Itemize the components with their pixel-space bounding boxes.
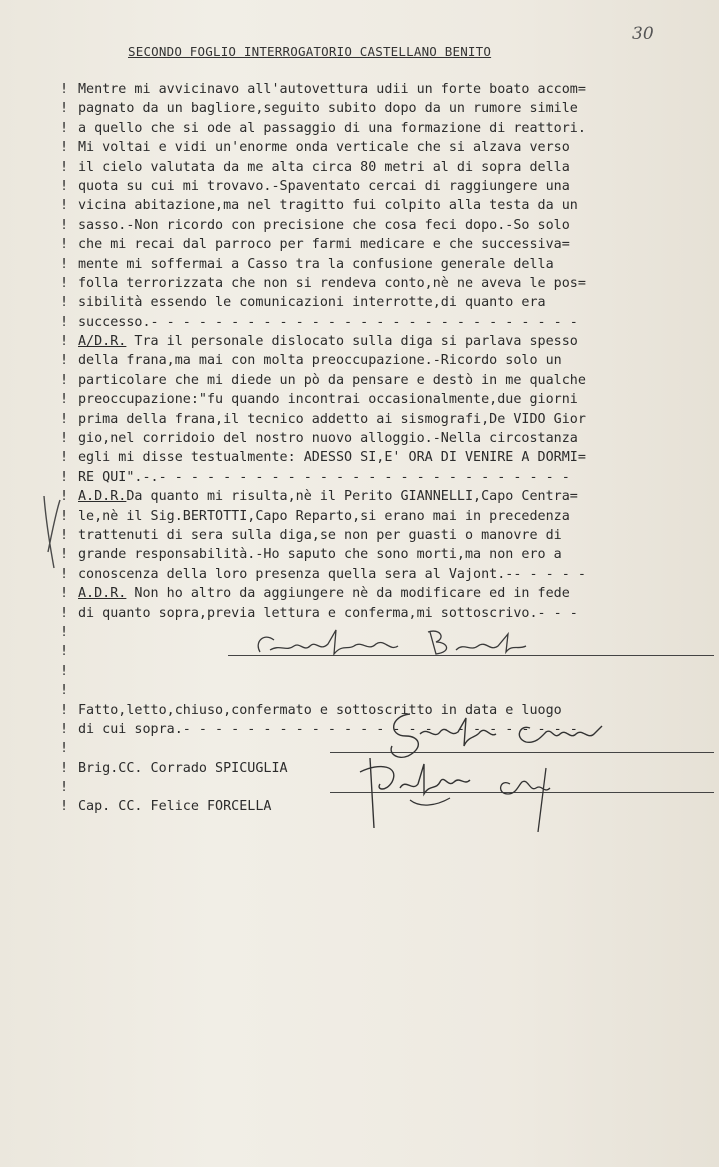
- text-line: [60, 448, 719, 467]
- question-marker: A/D.R.: [78, 334, 127, 350]
- margin-mark: !: [60, 120, 69, 136]
- text-line: [60, 138, 719, 157]
- line-text: vicina abitazione,ma nel tragitto fui colpito alla testa da un: [78, 198, 578, 214]
- question-marker: A.D.R.: [78, 489, 127, 505]
- margin-mark: !: [60, 663, 69, 679]
- margin-pencil-mark: [38, 492, 64, 572]
- text-line: [60, 332, 719, 351]
- margin-mark: !: [60, 159, 69, 175]
- text-line: [60, 681, 719, 700]
- text-line: [60, 565, 719, 584]
- text-line: [60, 487, 719, 506]
- margin-mark: !: [60, 101, 69, 117]
- text-line: [60, 216, 719, 235]
- margin-mark: !: [60, 82, 69, 97]
- margin-mark: !: [60, 198, 69, 214]
- margin-mark: !: [60, 392, 69, 408]
- line-text: a quello che si ode al passaggio di una formazione di reattori.: [78, 120, 586, 136]
- margin-mark: !: [60, 644, 69, 660]
- line-text: Tra il personale dislocato sulla diga si parlava spesso: [126, 334, 578, 350]
- line-text: Brig.CC. Corrado SPICUGLIA: [78, 760, 288, 776]
- text-line: [60, 235, 719, 254]
- line-text: RE QUI".-.- - - - - - - - - - - - - - - - - - - - - - - - - -: [78, 469, 570, 485]
- text-line: [60, 196, 719, 215]
- line-text: folla terrorizzata che non si rendeva conto,nè ne aveva le pos=: [78, 275, 586, 291]
- line-text: Da quanto mi risulta,nè il Perito GIANNELLI,Capo Centra=: [126, 489, 578, 505]
- line-text: Non ho altro da aggiungere nè da modificare ed in fede: [126, 586, 570, 602]
- text-line: [60, 313, 719, 332]
- margin-mark: !: [60, 527, 69, 543]
- margin-mark: !: [60, 489, 69, 505]
- text-line: [60, 177, 719, 196]
- margin-mark: !: [60, 760, 69, 776]
- text-line: [60, 351, 719, 370]
- page-number: 30: [632, 24, 654, 44]
- text-line: [60, 158, 719, 177]
- line-text: sasso.-Non ricordo con precisione che cosa feci dopo.-So solo: [78, 217, 570, 233]
- line-text: particolare che mi diede un pò da pensare e destò in me qualche: [78, 372, 586, 388]
- margin-mark: !: [60, 605, 69, 621]
- line-text: gio,nel corridoio del nostro nuovo alloggio.-Nella circostanza: [78, 431, 578, 447]
- line-text: grande responsabilità.-Ho saputo che sono morti,ma non ero a: [78, 547, 562, 563]
- margin-mark: !: [60, 140, 69, 156]
- document-title: SECONDO FOGLIO INTERROGATORIO CASTELLANO BENITO: [128, 44, 492, 59]
- line-text: le,nè il Sig.BERTOTTI,Capo Reparto,si erano mai in precedenza: [78, 508, 570, 524]
- text-line: [60, 429, 719, 448]
- margin-mark: !: [60, 624, 69, 640]
- text-line: [60, 526, 719, 545]
- text-line: [60, 604, 719, 623]
- question-marker: A.D.R.: [78, 586, 127, 602]
- line-text: pagnato da un bagliore,seguito subito dopo da un rumore simile: [78, 101, 578, 117]
- text-line: [60, 584, 719, 603]
- margin-mark: !: [60, 237, 69, 253]
- text-line: [60, 99, 719, 118]
- margin-mark: !: [60, 721, 69, 737]
- line-text: conoscenza della loro presenza quella sera al Vajont.-- - - - -: [78, 566, 586, 582]
- text-line: [60, 255, 719, 274]
- margin-mark: !: [60, 508, 69, 524]
- line-text: di quanto sopra,previa lettura e conferma,mi sottoscrivo.- - -: [78, 605, 578, 621]
- line-text: prima della frana,il tecnico addetto ai sismografi,De VIDO Gior: [78, 411, 586, 427]
- margin-mark: !: [60, 275, 69, 291]
- margin-mark: !: [60, 586, 69, 602]
- line-text: che mi recai dal parroco per farmi medicare e che successiva=: [78, 237, 570, 253]
- margin-mark: !: [60, 334, 69, 350]
- line-text: quota su cui mi trovavo.-Spaventato cercai di raggiungere una: [78, 178, 570, 194]
- margin-mark: !: [60, 314, 69, 330]
- line-text: Cap. CC. Felice FORCELLA: [78, 799, 272, 815]
- line-text: sibilità essendo le comunicazioni interrotte,di quanto era: [78, 295, 546, 311]
- margin-mark: !: [60, 431, 69, 447]
- line-text: il cielo valutata da me alta circa 80 metri al di sopra della: [78, 159, 570, 175]
- margin-mark: !: [60, 566, 69, 582]
- margin-mark: !: [60, 411, 69, 427]
- text-line: [60, 390, 719, 409]
- text-line: [60, 468, 719, 487]
- line-text: mente mi soffermai a Casso tra la confusione generale della: [78, 256, 554, 272]
- margin-mark: !: [60, 217, 69, 233]
- margin-mark: !: [60, 702, 69, 718]
- text-line: [60, 119, 719, 138]
- line-text: successo.- - - - - - - - - - - - - - - - - - - - - - - - - - -: [78, 314, 578, 330]
- margin-mark: !: [60, 353, 69, 369]
- margin-mark: !: [60, 799, 69, 815]
- margin-mark: !: [60, 372, 69, 388]
- text-line: [60, 293, 719, 312]
- text-line: [60, 274, 719, 293]
- margin-mark: !: [60, 469, 69, 485]
- margin-mark: !: [60, 780, 69, 796]
- capitano-signature: [340, 748, 600, 832]
- text-line: [60, 507, 719, 526]
- line-text: trattenuti di sera sulla diga,se non per guasti o manovre di: [78, 527, 562, 543]
- line-text: Fatto,letto,chiuso,confermato e sottoscritto in data e luogo: [78, 702, 562, 718]
- margin-mark: !: [60, 683, 69, 699]
- line-text: egli mi disse testualmente: ADESSO SI,E' ORA DI VENIRE A DORMI=: [78, 450, 586, 466]
- text-line: [60, 80, 719, 99]
- line-text: di cui sopra.- - - - - - - - - - - - - - - - - - - - - - - - -: [78, 721, 578, 737]
- text-line: [60, 371, 719, 390]
- margin-mark: !: [60, 450, 69, 466]
- text-line: [60, 410, 719, 429]
- witness-signature: [250, 622, 580, 666]
- margin-mark: !: [60, 178, 69, 194]
- margin-mark: !: [60, 741, 69, 757]
- line-text: preoccupazione:"fu quando incontrai occasionalmente,due giorni: [78, 392, 578, 408]
- margin-mark: !: [60, 547, 69, 563]
- margin-mark: !: [60, 256, 69, 272]
- margin-mark: !: [60, 295, 69, 311]
- line-text: Mentre mi avvicinavo all'autovettura udii un forte boato accom=: [78, 82, 586, 97]
- line-text: della frana,ma mai con molta preoccupazione.-Ricordo solo un: [78, 353, 562, 369]
- line-text: Mi voltai e vidi un'enorme onda verticale che si alzava verso: [78, 140, 570, 156]
- text-line: [60, 545, 719, 564]
